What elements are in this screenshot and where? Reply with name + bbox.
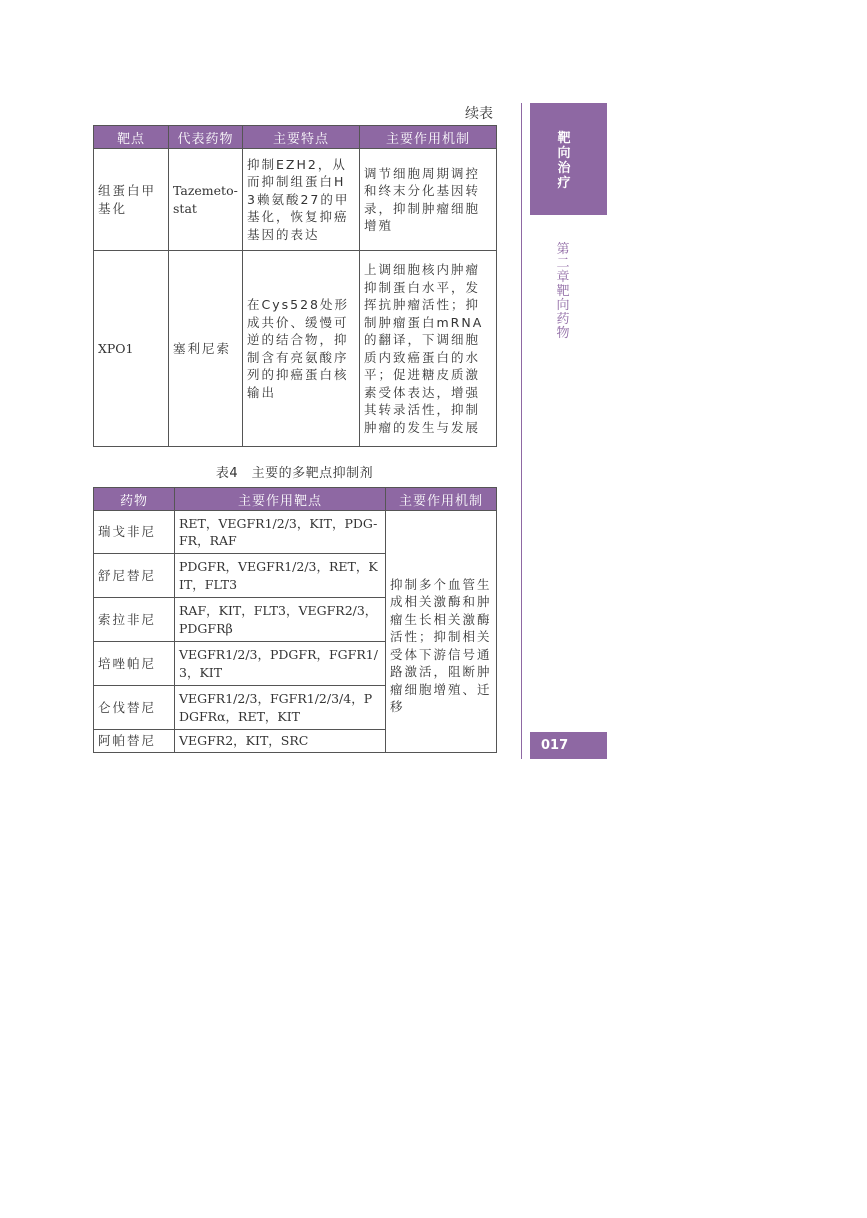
header-drug: 代表药物 [169,126,243,149]
targets-cell: VEGFR1/2/3，PDGFR，FGFR1/3，KIT [175,642,386,686]
targets-cell: PDGFR，VEGFR1/2/3，RET，KIT，FLT3 [175,554,386,598]
mechanism-cell: 调节细胞周期调控和终末分化基因转录，抑制肿瘤细胞增殖 [360,149,497,251]
targets-cell: VEGFR1/2/3，FGFR1/2/3/4，PDGFRα，RET，KIT [175,686,386,730]
drug-cell: 阿帕替尼 [94,730,175,753]
feature-cell: 在Cys528处形成共价、缓慢可逆的结合物，抑制含有亮氨酸序列的抑癌蛋白核输出 [243,251,360,447]
targets-cell: RAF，KIT，FLT3，VEGFR2/3，PDGFRβ [175,598,386,642]
targets-cell: RET，VEGFR1/2/3，KIT，PDG-FR，RAF [175,511,386,554]
drug-cell: 塞利尼索 [169,251,243,447]
targets-cell: VEGFR2，KIT，SRC [175,730,386,753]
mechanism-cell: 上调细胞核内肿瘤抑制蛋白水平，发挥抗肿瘤活性；抑制肿瘤蛋白mRNA的翻译，下调细胞质内致癌蛋白的水平；促进糖皮质激素受体表达，增强其转录活性，抑制肿瘤的发生与发展 [360,251,497,447]
page-number-tab [530,732,607,759]
header-feature: 主要特点 [243,126,360,149]
drug-cell: 瑞戈非尼 [94,511,175,554]
header-mechanism: 主要作用机制 [386,488,497,511]
header-mechanism: 主要作用机制 [360,126,497,149]
target-cell: 组蛋白甲基化 [94,149,169,251]
feature-cell: 抑制EZH2，从而抑制组蛋白H3赖氨酸27的甲基化，恢复抑癌基因的表达 [243,149,360,251]
table-row [94,149,497,251]
drug-cell: 索拉非尼 [94,598,175,642]
target-cell: XPO1 [94,251,169,447]
table-header-row [94,488,497,511]
table-row [94,251,497,447]
section-tab [530,103,607,215]
header-drug: 药物 [94,488,175,511]
table-header-row [94,126,497,149]
drug-cell: 培唑帕尼 [94,642,175,686]
margin-divider [521,103,522,759]
drug-cell: Tazemeto-stat [169,149,243,251]
chapter-label: 第二章 靶向药物 [556,242,583,341]
page-number: 017 [541,738,569,753]
multi-target-inhibitors-table [93,487,497,753]
table-row [94,511,497,554]
continued-label: 续表 [465,106,493,122]
section-tab-label: 靶向治疗 [557,131,571,191]
drug-cell: 舒尼替尼 [94,554,175,598]
header-target: 靶点 [94,126,169,149]
targets-table-continued [93,125,497,447]
shared-mechanism-cell: 抑制多个血管生成相关激酶和肿瘤生长相关激酶活性；抑制相关受体下游信号通路激活，阻断肿瘤细胞增殖、迁移 [386,511,497,753]
header-targets: 主要作用靶点 [175,488,386,511]
table-caption: 表4 主要的多靶点抑制剂 [215,466,374,481]
drug-cell: 仑伐替尼 [94,686,175,730]
